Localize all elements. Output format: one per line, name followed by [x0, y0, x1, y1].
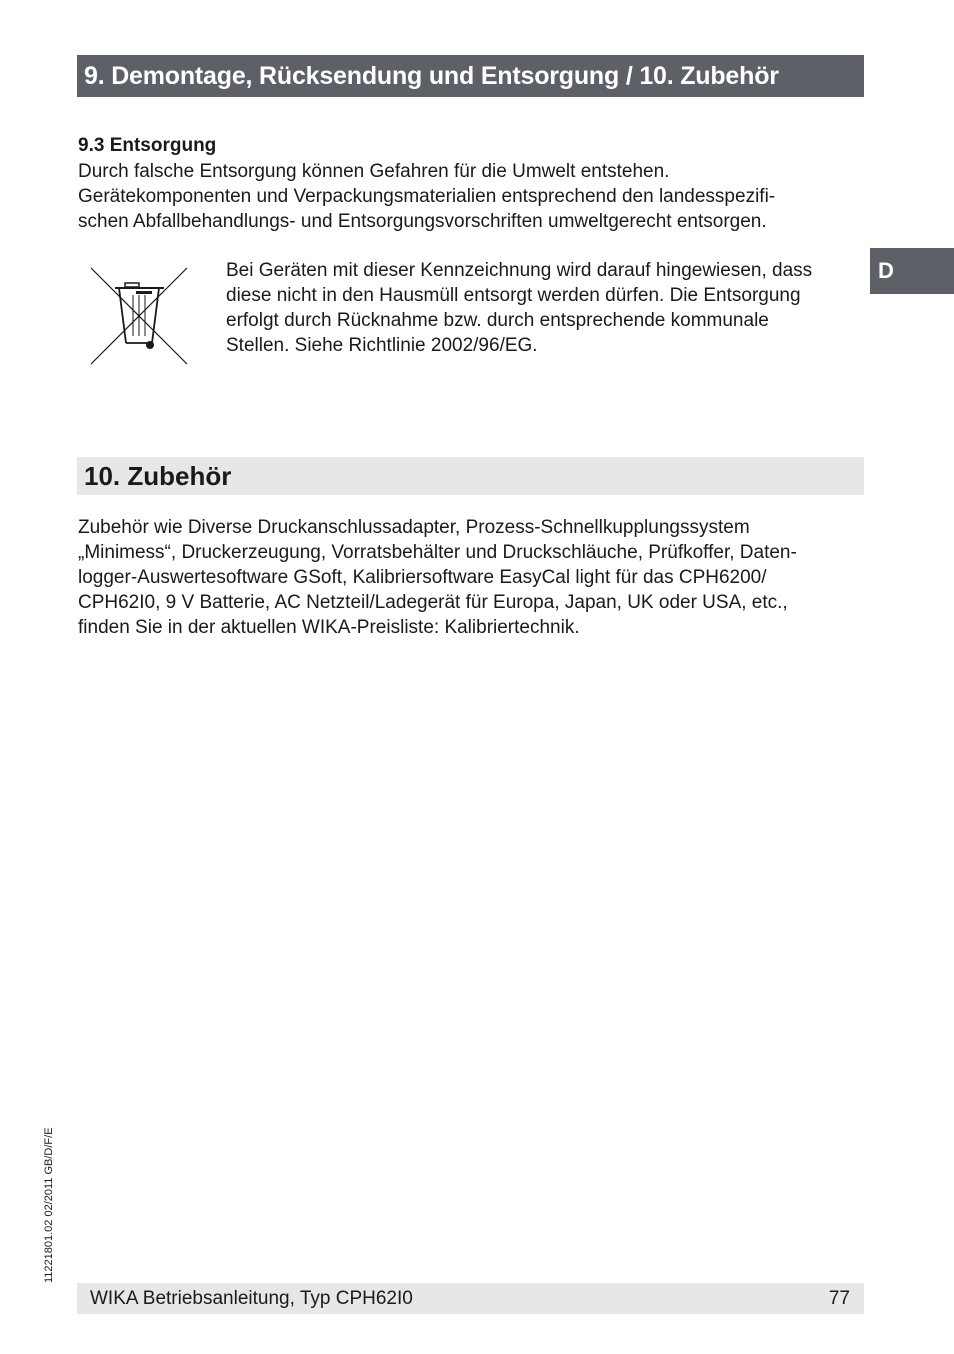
- language-tab: [870, 248, 954, 294]
- section-9-3-heading: 9.3 Entsorgung: [78, 135, 217, 156]
- paragraph-line: schen Abfallbehandlungs- und Entsorgungsvorschriften umweltgerecht entsorgen.: [78, 211, 767, 232]
- crossed-out-wheelie-bin-icon: [89, 266, 189, 366]
- notice-line: Bei Geräten mit dieser Kennzeichnung wird darauf hingewiesen, dass: [226, 260, 813, 281]
- document-code: 11221801.02 02/2011 GB/D/F/E: [43, 1127, 55, 1283]
- paragraph-line: Zubehör wie Diverse Druckanschlussadapter, Prozess-Schnellkupplungssystem: [78, 517, 750, 538]
- weee-notice: [226, 258, 812, 358]
- paragraph-line: finden Sie in der aktuellen WIKA-Preisliste: Kalibriertechnik.: [78, 617, 580, 638]
- section-10-header: [77, 457, 864, 495]
- chapter-header: [77, 55, 864, 97]
- page-number: 77: [828, 1287, 850, 1309]
- paragraph-line: Gerätekomponenten und Verpackungsmaterialien entsprechend den landesspezifi-: [78, 186, 776, 207]
- chapter-title: 9. Demontage, Rücksendung und Entsorgung / 10. Zubehör: [84, 61, 779, 90]
- page-footer: [77, 1283, 864, 1314]
- paragraph-line: Durch falsche Entsorgung können Gefahren für die Umwelt entstehen.: [78, 161, 670, 182]
- notice-line: erfolgt durch Rücknahme bzw. durch entsprechende kommunale: [226, 310, 769, 331]
- section-9-3-paragraph: [78, 159, 775, 234]
- paragraph-line: „Minimess“, Druckerzeugung, Vorratsbehälter und Druckschläuche, Prüfkoffer, Daten-: [78, 542, 797, 563]
- language-tab-label: D: [878, 258, 894, 283]
- footer-text: WIKA Betriebsanleitung, Typ CPH62I0: [90, 1287, 413, 1309]
- paragraph-line: logger-Auswertesoftware GSoft, Kalibriersoftware EasyCal light für das CPH6200/: [78, 567, 767, 588]
- paragraph-line: CPH62I0, 9 V Batterie, AC Netzteil/Ladegerät für Europa, Japan, UK oder USA, etc.,: [78, 592, 788, 613]
- notice-line: diese nicht in den Hausmüll entsorgt werden dürfen. Die Entsorgung: [226, 285, 801, 306]
- notice-line: Stellen. Siehe Richtlinie 2002/96/EG.: [226, 335, 538, 356]
- section-10-paragraph: [78, 515, 797, 640]
- section-10-title: 10. Zubehör: [84, 460, 232, 491]
